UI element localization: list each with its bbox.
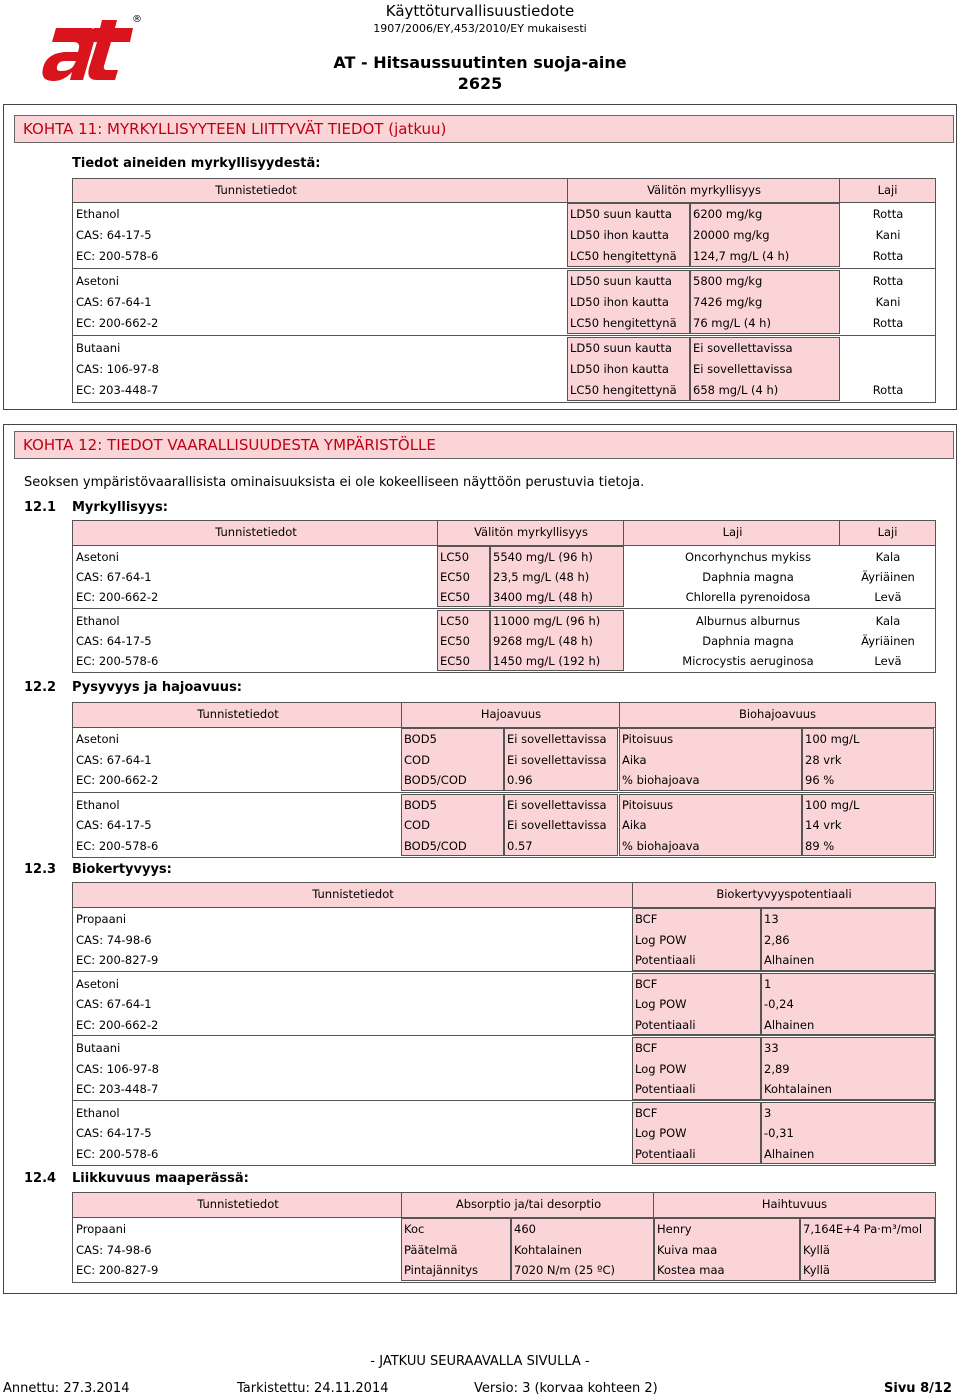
identifier-text: Butaani [76,341,121,355]
header-divider [632,883,633,908]
cell-text: 100 mg/L [805,797,860,812]
header-cell: Biokertyvyyspotentiaali [716,887,852,901]
group-separator [73,1035,935,1036]
identifier-text: EC: 200-578-6 [76,838,159,853]
cell-text: Rotta [872,316,904,330]
cell-text: Äyriäinen [861,570,915,584]
cell-text: 96 % [805,773,835,787]
cell-text: Ei sovellettavissa [507,797,607,812]
footer-issued: Annettu: 27.3.2014 [3,1381,130,1396]
cell-text: Kuiva maa [657,1242,718,1257]
cell-text: BOD5/COD [404,838,467,853]
cell-text: Aika [622,752,647,767]
identifier-text: EC: 203-448-7 [76,1082,159,1096]
cell-text: 2,86 [764,932,790,947]
cell-text: 1450 mg/L (192 h) [493,654,601,668]
identifier-text: EC: 200-578-6 [76,654,159,668]
cell-text: Levä [874,590,902,604]
identifier-text: EC: 203-448-7 [76,383,159,397]
identifier-text: CAS: 64-17-5 [76,818,152,832]
identifier-text: Asetoni [76,274,119,288]
cell-text: 5540 mg/L (96 h) [493,550,593,564]
footer-checked: Tarkistettu: 24.11.2014 [237,1381,389,1396]
cell-text: Potentiaali [635,1082,696,1096]
header-divider [567,179,568,203]
table-header-row [73,1193,935,1218]
cell-text: Kyllä [803,1263,830,1277]
header-divider [839,179,840,203]
cell-text: BOD5/COD [404,773,467,787]
section-12-title: KOHTA 12: TIEDOT VAARALLISUUDESTA YMPÄRISTÖLLE [14,431,954,459]
cell-text: EC50 [440,590,470,604]
subsection-12-2-title: Pysyvyys ja hajoavuus: [72,680,243,695]
group-separator [73,335,935,336]
cell-text: 3400 mg/L (48 h) [493,590,593,604]
header-divider [401,1193,402,1218]
cell-text: 76 mg/L (4 h) [693,316,771,330]
cell-text: Alburnus alburnus [695,614,801,628]
cell-text: BOD5 [404,732,437,746]
registered-mark: ® [132,14,142,25]
identifier-text: CAS: 67-64-1 [76,997,152,1011]
cell-text: 33 [764,1041,779,1055]
cell-text: LC50 hengitettynä [570,249,677,263]
cell-text: EC50 [440,570,470,584]
header-cell: Biohajoavuus [738,707,817,721]
identifier-text: Asetoni [76,550,119,564]
regulation-text: 1907/2006/EY,453/2010/EY mukaisesti [373,22,587,35]
cell-text: 7020 N/m (25 ºC) [514,1263,615,1277]
identifier-text: CAS: 106-97-8 [76,362,159,376]
cell-text: LC50 hengitettynä [570,316,677,330]
cell-text: 7426 mg/kg [693,295,763,309]
footer-version: Versio: 3 (korvaa kohteen 2) [474,1381,658,1396]
group-separator [73,268,935,269]
cell-text: Potentiaali [635,953,696,967]
cell-text: Alhainen [764,1017,815,1032]
cell-text: 124,7 mg/L (4 h) [693,249,790,263]
cell-text: Pitoisuus [622,732,674,746]
cell-text: Ei sovellettavissa [507,732,607,746]
continued-notice: - JATKUU SEURAAVALLA SIVULLA - [370,1354,590,1369]
header-cell: Laji [722,525,743,539]
cell-text: Aika [622,818,647,832]
header-divider [653,1193,654,1218]
identifier-text: Propaani [76,1222,127,1236]
cell-text: Rotta [872,274,904,288]
cell-text: LD50 ihon kautta [570,362,669,376]
cell-text: BCF [635,976,658,991]
cell-text: Kohtalainen [764,1082,832,1096]
cell-text: LC50 [440,614,470,628]
table-header-row [73,703,935,728]
group-separator [73,608,935,609]
cell-text: Potentiaali [635,1017,696,1032]
header-cell: Hajoavuus [480,707,542,721]
cell-text: 0.57 [507,838,533,853]
cell-text: Oncorhynchus mykiss [684,550,811,564]
cell-text: Log POW [635,997,687,1011]
cell-text: EC50 [440,654,470,668]
cell-text: 13 [764,912,779,926]
cell-text: 1 [764,976,772,991]
cell-text: 14 vrk [805,818,842,832]
cell-text: 7,164E+4 Pa·m³/mol [803,1222,923,1236]
cell-text: Log POW [635,932,687,947]
footer-page: Sivu 8/12 [884,1381,952,1396]
cell-text: Koc [404,1222,425,1236]
cell-text: BCF [635,1041,658,1055]
document-type: Käyttöturvallisuustiedote [385,2,575,20]
cell-text: Kostea maa [657,1263,725,1277]
cell-text: COD [404,818,430,832]
cell-text: BCF [635,912,658,926]
cell-text: Ei sovellettavissa [507,752,607,767]
identifier-text: CAS: 67-64-1 [76,295,152,309]
cell-text: Rotta [872,249,904,263]
cell-text: Pintajännitys [404,1263,479,1277]
header-cell: Laji [877,525,898,539]
cell-text: Kani [875,228,901,242]
cell-text: 20000 mg/kg [693,228,770,242]
cell-text: Pitoisuus [622,797,674,812]
cell-text: BOD5 [404,797,437,812]
cell-text: 658 mg/L (4 h) [693,383,779,397]
cell-text: LC50 [440,550,470,564]
product-name: AT - Hitsaussuutinten suoja-aine [333,53,627,72]
identifier-text: CAS: 64-17-5 [76,1126,152,1140]
identifier-text: CAS: 67-64-1 [76,570,152,584]
identifier-text: EC: 200-662-2 [76,773,159,787]
cell-text: Chlorella pyrenoidosa [685,590,811,604]
header-cell: Tunnistetiedot [215,525,297,539]
cell-text: 100 mg/L [805,732,860,746]
header-cell: Tunnistetiedot [215,183,297,197]
header-cell: Haihtuvuus [761,1197,828,1211]
cell-text: 9268 mg/L (48 h) [493,634,593,648]
cell-text: LD50 suun kautta [570,341,672,355]
cell-text: Potentiaali [635,1146,696,1161]
cell-text: Ei sovellettavissa [693,362,793,376]
cell-text: Kala [875,550,901,564]
cell-text: Kala [875,614,901,628]
cell-text: 23,5 mg/L (48 h) [493,570,590,584]
header-cell: Tunnistetiedot [197,1197,279,1211]
identifier-text: Asetoni [76,976,119,991]
group-separator [73,971,935,972]
cell-text: 5800 mg/kg [693,274,763,288]
identifier-text: CAS: 74-98-6 [76,1242,152,1257]
header-cell: Tunnistetiedot [197,707,279,721]
subsection-12-1-title: Myrkyllisyys: [72,500,168,515]
identifier-text: CAS: 64-17-5 [76,634,152,648]
identifier-text: EC: 200-827-9 [76,953,159,967]
header-cell: Välitön myrkyllisyys [647,183,761,197]
cell-text: 6200 mg/kg [693,207,763,221]
cell-text: Alhainen [764,953,815,967]
cell-text: Daphnia magna [702,570,794,584]
table-header-row [73,179,935,203]
cell-text: LC50 hengitettynä [570,383,677,397]
cell-text: LD50 ihon kautta [570,295,669,309]
identifier-text: CAS: 64-17-5 [76,228,152,242]
subsection-12-1-number: 12.1 [24,500,57,515]
cell-text: 28 vrk [805,752,842,767]
table-header-row [73,883,935,908]
subsection-12-4-title: Liikkuvuus maaperässä: [72,1171,249,1186]
cell-text: Log POW [635,1061,687,1076]
identifier-text: EC: 200-662-2 [76,1017,159,1032]
identifier-text: Asetoni [76,732,119,746]
cell-text: Log POW [635,1126,687,1140]
cell-text: LD50 suun kautta [570,207,672,221]
section-12-intro: Seoksen ympäristövaarallisista ominaisuuksista ei ole kokeelliseen näyttöön perustuvia tietoja. [24,475,645,490]
cell-text: Kani [875,295,901,309]
cell-text: 2,89 [764,1061,790,1076]
cell-text: -0,24 [764,997,794,1011]
cell-text: 11000 mg/L (96 h) [493,614,601,628]
identifier-text: EC: 200-578-6 [76,1146,159,1161]
cell-text: LD50 ihon kautta [570,228,669,242]
cell-text: 0.96 [507,773,533,787]
subsection-12-4-number: 12.4 [24,1171,57,1186]
header-cell: Välitön myrkyllisyys [474,525,588,539]
identifier-text: Ethanol [76,614,120,628]
identifier-text: EC: 200-662-2 [76,590,159,604]
identifier-text: Butaani [76,1041,121,1055]
identifier-text: Propaani [76,912,127,926]
cell-text: Kyllä [803,1242,830,1257]
cell-text: Levä [874,654,902,668]
cell-text: Alhainen [764,1146,815,1161]
cell-text: 89 % [805,838,835,853]
section-11-title: KOHTA 11: MYRKYLLISYYTEEN LIITTYVÄT TIEDOT (jatkuu) [14,115,954,143]
subsection-12-3-number: 12.3 [24,862,57,877]
cell-text: % biohajoava [622,838,700,853]
header-cell: Tunnistetiedot [312,887,394,901]
cell-text: LD50 suun kautta [570,274,672,288]
cell-text: Daphnia magna [702,634,794,648]
identifier-text: CAS: 67-64-1 [76,752,152,767]
identifier-text: CAS: 74-98-6 [76,932,152,947]
cell-text: Rotta [872,383,904,397]
cell-text: 460 [514,1222,536,1236]
header-divider [401,703,402,728]
identifier-text: EC: 200-578-6 [76,249,159,263]
cell-text: Kohtalainen [514,1242,582,1257]
header-divider [839,521,840,546]
section-11-subtitle: Tiedot aineiden myrkyllisyydestä: [72,156,321,171]
cell-text: EC50 [440,634,470,648]
subsection-12-2-number: 12.2 [24,680,57,695]
header-cell: Absorptio ja/tai desorptio [455,1197,602,1211]
table-header-row [73,521,935,546]
cell-text: Microcystis aeruginosa [682,654,814,668]
product-code: 2625 [457,74,503,93]
header-divider [437,521,438,546]
group-separator [73,1100,935,1101]
identifier-text: CAS: 106-97-8 [76,1061,159,1076]
subsection-12-3-title: Biokertyvyys: [72,862,172,877]
group-separator [73,792,935,793]
identifier-text: Ethanol [76,797,120,812]
identifier-text: EC: 200-827-9 [76,1263,159,1277]
header-divider [619,703,620,728]
cell-text: % biohajoava [622,773,700,787]
header-divider [623,521,624,546]
cell-text: Äyriäinen [861,634,915,648]
identifier-text: Ethanol [76,207,120,221]
cell-text: COD [404,752,430,767]
identifier-text: Ethanol [76,1105,120,1120]
identifier-text: EC: 200-662-2 [76,316,159,330]
cell-text: Rotta [872,207,904,221]
cell-text: 3 [764,1105,772,1120]
cell-text: Henry [657,1222,692,1236]
cell-text: BCF [635,1105,658,1120]
cell-text: -0,31 [764,1126,794,1140]
cell-text: Ei sovellettavissa [507,818,607,832]
cell-text: Ei sovellettavissa [693,341,793,355]
header-cell: Laji [877,183,898,197]
cell-text: Päätelmä [404,1242,458,1257]
